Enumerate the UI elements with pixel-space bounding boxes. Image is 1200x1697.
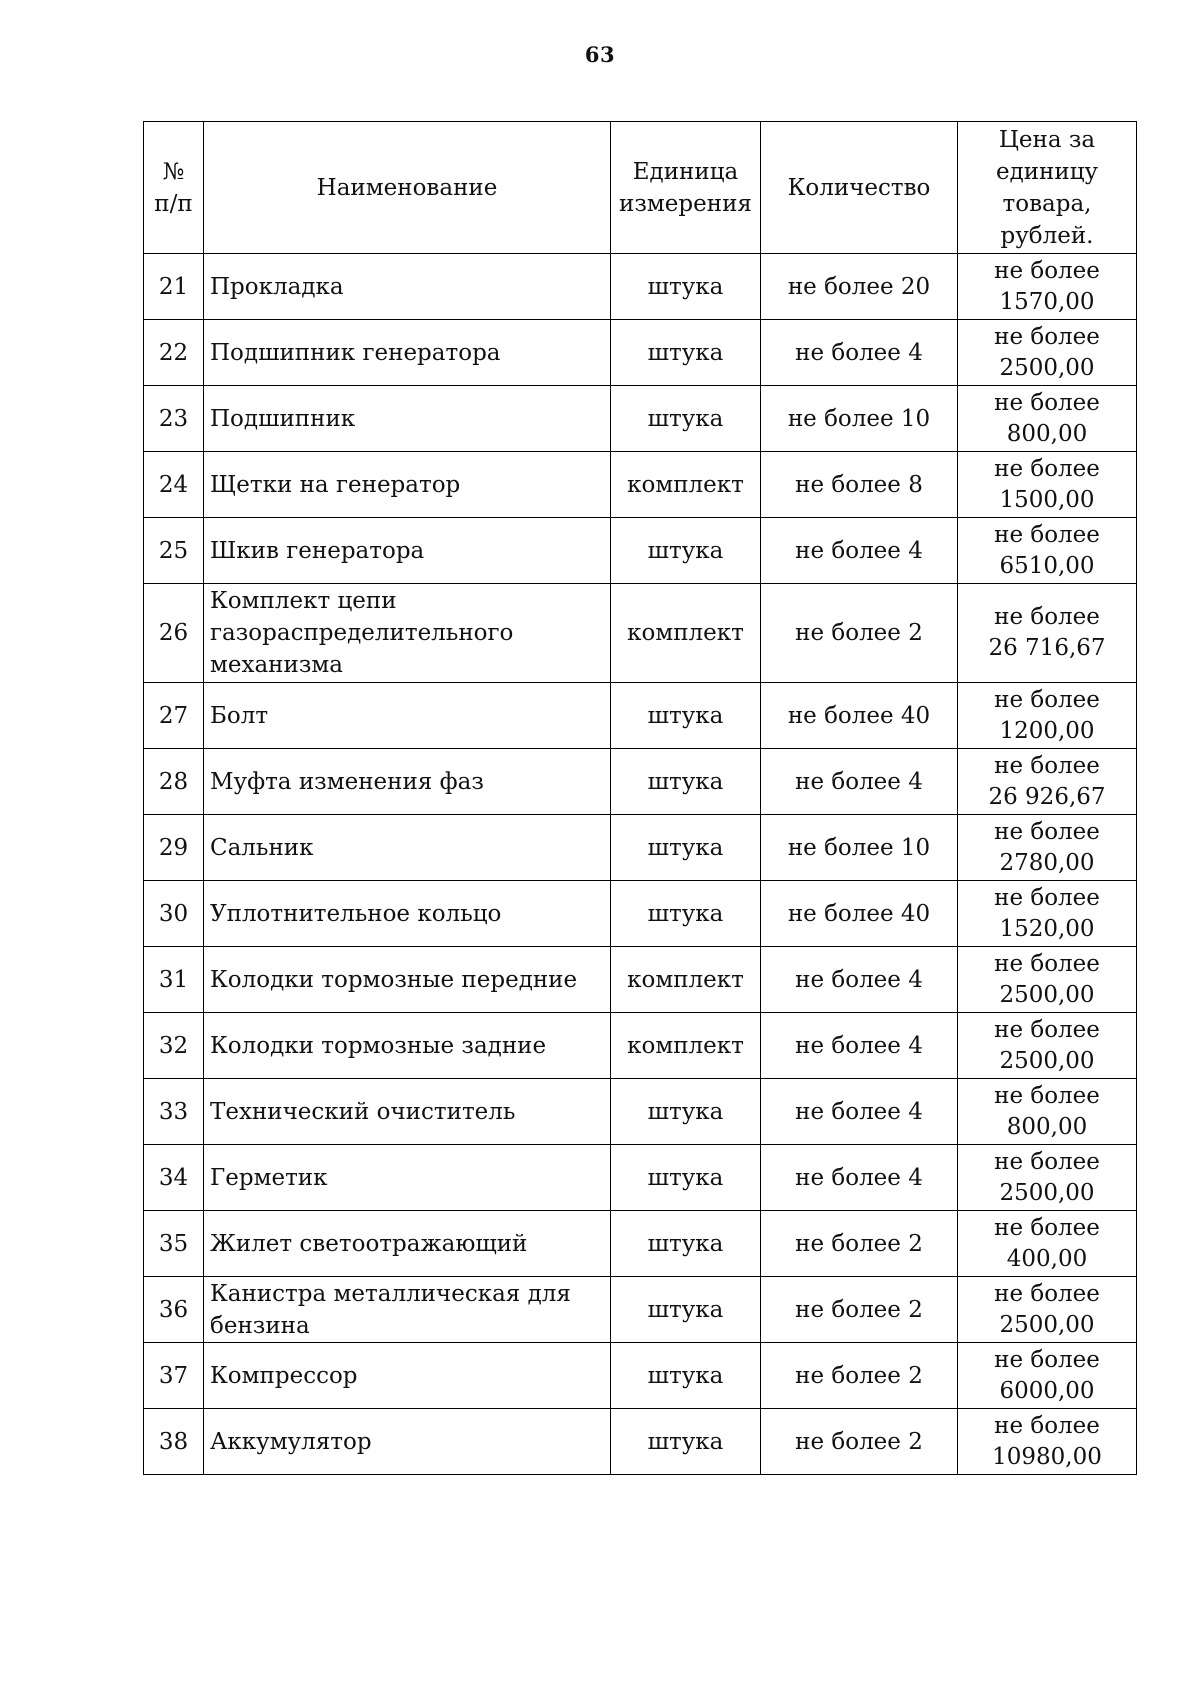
item-name: Колодки тормозные задние (204, 1013, 611, 1079)
price-prefix: не более (994, 257, 1100, 284)
table-row (144, 452, 1137, 518)
row-number: 32 (144, 1013, 204, 1079)
row-number: 22 (144, 320, 204, 386)
price-value: 1520,00 (999, 915, 1095, 942)
item-name: Канистра металлическая для бензина (204, 1277, 611, 1343)
item-unit: штука (611, 815, 761, 881)
item-quantity: не более 40 (761, 881, 958, 947)
item-quantity: не более 20 (761, 254, 958, 320)
item-name: Технический очиститель (204, 1079, 611, 1145)
row-number: 25 (144, 518, 204, 584)
item-unit: штука (611, 320, 761, 386)
row-number: 36 (144, 1277, 204, 1343)
price-value: 800,00 (1006, 420, 1088, 447)
item-name: Болт (204, 683, 611, 749)
price-prefix: не более (994, 950, 1100, 977)
item-price (958, 1013, 1137, 1079)
item-name: Подшипник (204, 386, 611, 452)
item-quantity: не более 2 (761, 1343, 958, 1409)
page-number: 63 (584, 42, 616, 67)
price-prefix: не более (994, 1082, 1100, 1109)
row-number: 38 (144, 1409, 204, 1475)
item-name: Аккумулятор (204, 1409, 611, 1475)
item-price (958, 1343, 1137, 1409)
price-value: 26 926,67 (988, 783, 1106, 810)
item-quantity: не более 10 (761, 386, 958, 452)
table-row (144, 1079, 1137, 1145)
table-header-row (144, 122, 1137, 254)
row-number: 33 (144, 1079, 204, 1145)
item-unit: комплект (611, 1013, 761, 1079)
header-num: № п/п (144, 122, 204, 254)
item-unit: штука (611, 749, 761, 815)
header-price: Цена за единицу товара, рублей. (958, 122, 1137, 254)
item-quantity: не более 2 (761, 584, 958, 683)
item-quantity: не более 8 (761, 452, 958, 518)
price-value: 2780,00 (999, 849, 1095, 876)
price-value: 1570,00 (999, 288, 1095, 315)
item-quantity: не более 4 (761, 320, 958, 386)
item-price (958, 947, 1137, 1013)
price-value: 1200,00 (999, 717, 1095, 744)
item-price (958, 1079, 1137, 1145)
row-number: 30 (144, 881, 204, 947)
price-prefix: не более (994, 1016, 1100, 1043)
item-name: Шкив генератора (204, 518, 611, 584)
item-unit: штука (611, 1277, 761, 1343)
item-quantity: не более 10 (761, 815, 958, 881)
item-quantity: не более 2 (761, 1277, 958, 1343)
item-unit: штука (611, 1079, 761, 1145)
item-price (958, 749, 1137, 815)
table-row (144, 518, 1137, 584)
item-unit: штука (611, 518, 761, 584)
price-prefix: не более (994, 1148, 1100, 1175)
table-row (144, 683, 1137, 749)
item-unit: штука (611, 881, 761, 947)
item-unit: штука (611, 1409, 761, 1475)
item-name: Сальник (204, 815, 611, 881)
item-price (958, 1211, 1137, 1277)
row-number: 37 (144, 1343, 204, 1409)
price-prefix: не более (994, 1214, 1100, 1241)
table-row (144, 1145, 1137, 1211)
price-prefix: не более (994, 323, 1100, 350)
item-price (958, 683, 1137, 749)
price-prefix: не более (994, 455, 1100, 482)
price-prefix: не более (994, 1412, 1100, 1439)
price-prefix: не более (994, 389, 1100, 416)
item-name: Компрессор (204, 1343, 611, 1409)
item-price (958, 452, 1137, 518)
item-quantity: не более 2 (761, 1409, 958, 1475)
price-value: 2500,00 (999, 1179, 1095, 1206)
item-unit: штука (611, 683, 761, 749)
item-quantity: не более 40 (761, 683, 958, 749)
item-quantity: не более 4 (761, 947, 958, 1013)
header-name: Наименование (204, 122, 611, 254)
price-value: 400,00 (1006, 1245, 1088, 1272)
item-quantity: не более 4 (761, 1079, 958, 1145)
price-value: 2500,00 (999, 981, 1095, 1008)
price-prefix: не более (994, 1280, 1100, 1307)
price-prefix: не более (994, 884, 1100, 911)
table-row (144, 881, 1137, 947)
price-prefix: не более (994, 752, 1100, 779)
item-name: Герметик (204, 1145, 611, 1211)
table-row (144, 1211, 1137, 1277)
row-number: 24 (144, 452, 204, 518)
table-row (144, 320, 1137, 386)
item-price (958, 1277, 1137, 1343)
item-unit: комплект (611, 584, 761, 683)
item-name: Прокладка (204, 254, 611, 320)
item-unit: комплект (611, 452, 761, 518)
header-unit: Единица измерения (611, 122, 761, 254)
item-unit: комплект (611, 947, 761, 1013)
item-price (958, 320, 1137, 386)
table-row (144, 947, 1137, 1013)
table-row (144, 386, 1137, 452)
table-row (144, 815, 1137, 881)
table-row (144, 254, 1137, 320)
price-prefix: не более (994, 818, 1100, 845)
item-price (958, 815, 1137, 881)
row-number: 28 (144, 749, 204, 815)
item-price (958, 1145, 1137, 1211)
row-number: 31 (144, 947, 204, 1013)
price-value: 10980,00 (992, 1443, 1102, 1470)
item-name: Муфта изменения фаз (204, 749, 611, 815)
table-row (144, 1013, 1137, 1079)
price-prefix: не более (994, 521, 1100, 548)
item-name: Колодки тормозные передние (204, 947, 611, 1013)
price-value: 6510,00 (999, 552, 1095, 579)
price-prefix: не более (994, 686, 1100, 713)
row-number: 35 (144, 1211, 204, 1277)
table-body (144, 254, 1137, 1475)
items-table (143, 121, 1137, 1475)
table-row (144, 1343, 1137, 1409)
item-unit: штука (611, 386, 761, 452)
item-name: Щетки на генератор (204, 452, 611, 518)
item-quantity: не более 4 (761, 1145, 958, 1211)
price-value: 2500,00 (999, 354, 1095, 381)
price-value: 2500,00 (999, 1047, 1095, 1074)
item-quantity: не более 4 (761, 1013, 958, 1079)
item-unit: штука (611, 1145, 761, 1211)
table-row (144, 749, 1137, 815)
item-name: Комплект цепи газораспределительного механизма (204, 584, 611, 683)
row-number: 21 (144, 254, 204, 320)
price-value: 2500,00 (999, 1311, 1095, 1338)
item-price (958, 254, 1137, 320)
header-qty: Количество (761, 122, 958, 254)
price-prefix: не более (994, 1346, 1100, 1373)
row-number: 27 (144, 683, 204, 749)
item-quantity: не более 4 (761, 749, 958, 815)
price-value: 1500,00 (999, 486, 1095, 513)
row-number: 34 (144, 1145, 204, 1211)
price-value: 26 716,67 (988, 635, 1106, 661)
item-unit: штука (611, 254, 761, 320)
item-name: Подшипник генератора (204, 320, 611, 386)
item-unit: штука (611, 1211, 761, 1277)
row-number: 29 (144, 815, 204, 881)
item-quantity: не более 4 (761, 518, 958, 584)
item-price (958, 584, 1137, 683)
item-price (958, 881, 1137, 947)
item-unit: штука (611, 1343, 761, 1409)
item-name: Жилет светоотражающий (204, 1211, 611, 1277)
item-price (958, 518, 1137, 584)
table-row (144, 584, 1137, 683)
price-prefix: не более (994, 604, 1100, 630)
price-value: 6000,00 (999, 1377, 1095, 1404)
item-name: Уплотнительное кольцо (204, 881, 611, 947)
item-price (958, 1409, 1137, 1475)
price-value: 800,00 (1006, 1113, 1088, 1140)
item-price (958, 386, 1137, 452)
row-number: 23 (144, 386, 204, 452)
row-number: 26 (144, 584, 204, 683)
table-row (144, 1277, 1137, 1343)
item-quantity: не более 2 (761, 1211, 958, 1277)
table-row (144, 1409, 1137, 1475)
